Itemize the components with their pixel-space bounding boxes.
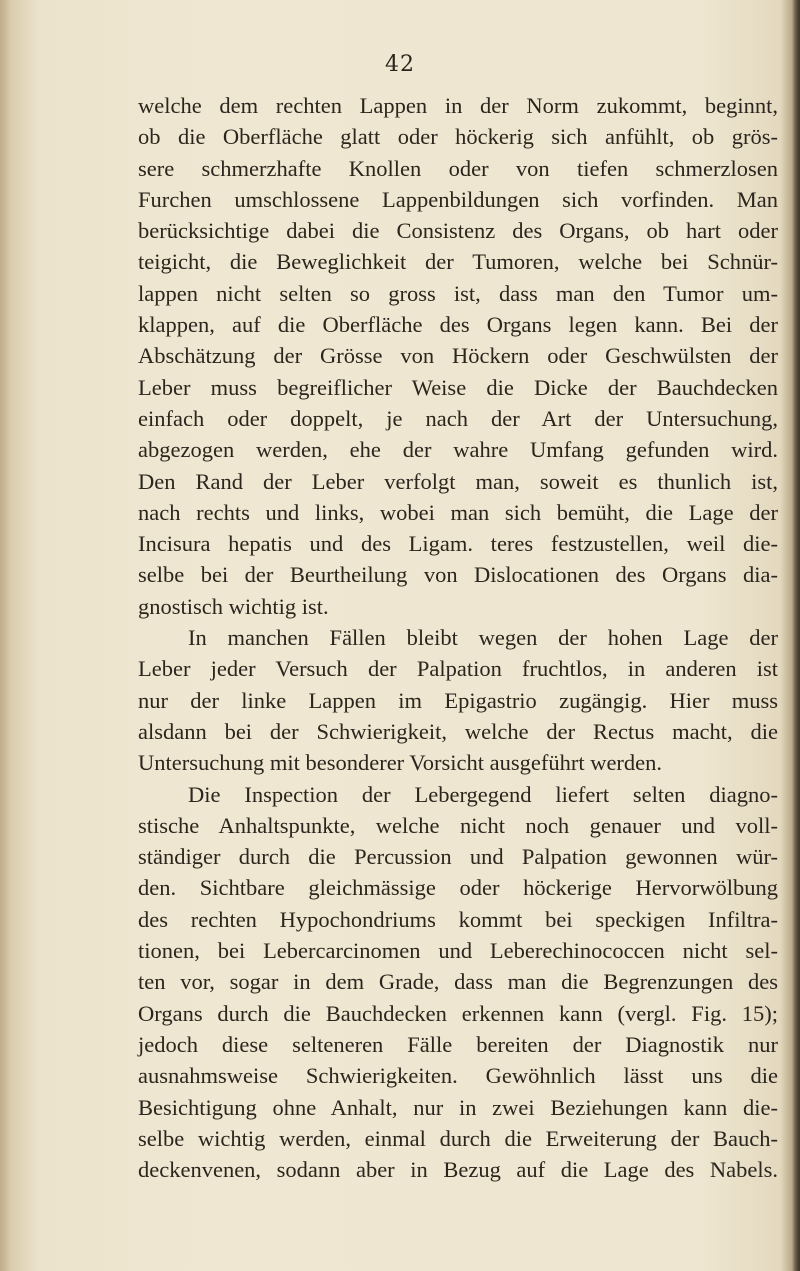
text-line: abgezogen werden, ehe der wahre Umfang gefunden wird.: [138, 437, 778, 463]
text-line: Den Rand der Leber verfolgt man, soweit es thunlich ist,: [138, 468, 778, 494]
text-line: Incisura hepatis und des Ligam. teres festzustellen, weil die-: [138, 531, 778, 557]
text-line: nach rechts und links, wobei man sich bemüht, die Lage der: [138, 499, 778, 525]
text-line: welche dem rechten Lappen in der Norm zukommt, beginnt,: [138, 93, 778, 118]
text-line: tionen, bei Lebercarcinomen und Leberechinococcen nicht sel-: [138, 938, 778, 964]
text-line: selbe wichtig werden, einmal durch die Erweiterung der Bauch-: [138, 1125, 778, 1151]
text-line: Untersuchung mit besonderer Vorsicht ausgeführt werden.: [138, 750, 663, 776]
text-line: Abschätzung der Grösse von Höckern oder Geschwülsten der: [138, 343, 778, 369]
text-line: gnostisch wichtig ist.: [138, 593, 329, 619]
page-edge-left: [0, 0, 10, 1271]
text-line: In manchen Fällen bleibt wegen der hohen Lage der: [188, 625, 778, 651]
text-line: sere schmerzhafte Knollen oder von tiefen schmerzlosen: [138, 155, 778, 181]
text-line: ständiger durch die Percussion und Palpation gewonnen wür-: [138, 844, 778, 870]
text-line: selbe bei der Beurtheilung von Dislocationen des Organs dia-: [138, 562, 778, 588]
text-line: deckenvenen, sodann aber in Bezug auf die Lage des Nabels.: [138, 1157, 778, 1183]
page-number: 42: [385, 52, 415, 77]
text-line: Die Inspection der Lebergegend liefert selten diagno-: [188, 781, 778, 807]
text-line: Furchen umschlossene Lappenbildungen sich vorfinden. Man: [138, 186, 778, 212]
text-line: alsdann bei der Schwierigkeit, welche der Rectus macht, die: [138, 718, 778, 744]
body-text: [138, 90, 778, 1185]
text-line: klappen, auf die Oberfläche des Organs legen kann. Bei der: [138, 312, 778, 338]
text-line: ten vor, sogar in dem Grade, dass man die Begrenzungen des: [138, 969, 778, 995]
text-line: lappen nicht selten so gross ist, dass man den Tumor um-: [138, 280, 778, 306]
text-line: den. Sichtbare gleichmässige oder höckerige Hervorwölbung: [138, 875, 778, 901]
text-line: ob die Oberfläche glatt oder höckerig sich anfühlt, ob grös-: [138, 124, 778, 150]
text-line: nur der linke Lappen im Epigastrio zugängig. Hier muss: [138, 687, 778, 713]
text-line: des rechten Hypochondriums kommt bei speckigen Infiltra-: [138, 906, 778, 932]
text-line: Leber muss begreiflicher Weise die Dicke der Bauchdecken: [138, 374, 778, 400]
text-line: stische Anhaltspunkte, welche nicht noch genauer und voll-: [138, 812, 778, 838]
page-edge-right: [792, 0, 800, 1271]
text-line: ausnahmsweise Schwierigkeiten. Gewöhnlich lässt uns die: [138, 1063, 778, 1089]
text-line: Organs durch die Bauchdecken erkennen kann (vergl. Fig. 15);: [138, 1000, 778, 1026]
text-line: Besichtigung ohne Anhalt, nur in zwei Beziehungen kann die-: [138, 1094, 778, 1120]
text-line: berücksichtige dabei die Consistenz des Organs, ob hart oder: [138, 218, 778, 244]
text-line: teigicht, die Beweglichkeit der Tumoren, welche bei Schnür-: [138, 249, 778, 275]
text-line: jedoch diese selteneren Fälle bereiten der Diagnostik nur: [138, 1031, 778, 1057]
text-line: einfach oder doppelt, je nach der Art der Untersuchung,: [138, 405, 778, 431]
text-line: Leber jeder Versuch der Palpation fruchtlos, in anderen ist: [138, 656, 778, 682]
